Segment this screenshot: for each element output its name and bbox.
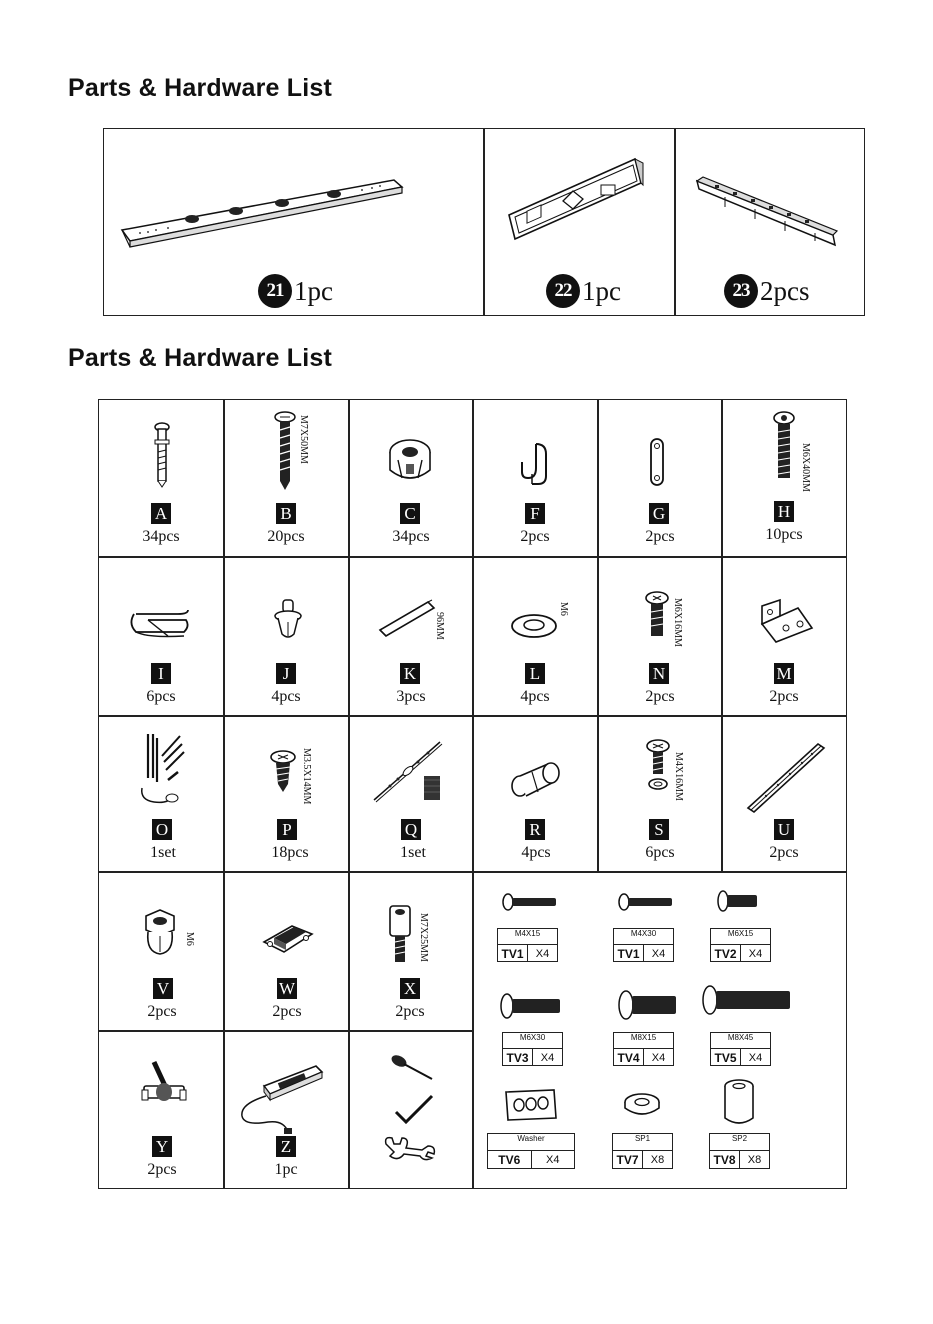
hardware-letter: W (278, 978, 296, 998)
hardware-qty: 1set (150, 844, 176, 861)
tv-label-code: TV6 (488, 1151, 532, 1169)
section-title-large-parts: Parts & Hardware List (68, 74, 333, 102)
tv-label-m6x30 (502, 1032, 563, 1066)
tv-label-count: X4 (651, 1051, 666, 1064)
tv-label-size: M6X30 (503, 1033, 562, 1049)
tv-bolt-m6x30-icon (500, 993, 562, 1019)
dowel-rod-icon (378, 598, 438, 640)
screwdriver-icon (390, 1052, 434, 1082)
tv-bolt-m6x15-icon (717, 890, 759, 912)
part-number-badge: 23 (724, 274, 758, 308)
hardware-letter: S (649, 819, 669, 840)
cam-lock-icon (388, 438, 434, 486)
tv-spacer-sp2-icon (722, 1078, 756, 1126)
magnet-catch-icon (262, 918, 314, 956)
part-22-plate-drawing (505, 155, 650, 245)
tv-label-code: TV8 (710, 1151, 740, 1169)
hardware-qty: 2pcs (272, 1003, 302, 1020)
hardware-qty: 4pcs (520, 688, 550, 705)
hardware-letter: C (400, 503, 420, 524)
allen-key-icon (394, 1094, 434, 1126)
insert-bolt-icon (386, 904, 416, 966)
tv-label-code: TV1 (498, 945, 528, 962)
wrench-icon (382, 1134, 438, 1162)
tv-label-sp2 (709, 1133, 770, 1169)
power-strip-icon (238, 1060, 326, 1136)
cap-nut-icon (140, 908, 180, 958)
tv-label-code: TV7 (613, 1151, 643, 1169)
hardware-qty: 2pcs (645, 688, 675, 705)
hardware-spec: M7X50MM (298, 415, 309, 464)
tv-label-m4x30 (613, 928, 674, 962)
tv-label-size: M4X15 (498, 929, 557, 945)
hardware-qty: 1set (400, 844, 426, 861)
hardware-letter: A (151, 503, 171, 524)
cam-bolt-icon (150, 422, 174, 488)
tv-label-code: TV3 (503, 1049, 533, 1066)
tv-label-code: TV1 (614, 945, 644, 962)
hardware-letter: U (774, 819, 794, 840)
hardware-qty: 20pcs (267, 528, 305, 545)
hardware-qty: 6pcs (146, 688, 176, 705)
tv-label-count: X4 (748, 947, 763, 960)
tv-label-size: M6X15 (711, 929, 770, 945)
wood-screw-icon (274, 412, 296, 492)
hardware-qty: 2pcs (769, 688, 799, 705)
hardware-spec: M3.5X14MM (301, 748, 312, 805)
clip-icon (128, 606, 192, 640)
hardware-qty: 6pcs (645, 844, 675, 861)
tv-label-m8x15 (613, 1032, 674, 1066)
hardware-letter: H (774, 501, 794, 522)
hardware-qty: 2pcs (147, 1161, 177, 1178)
hardware-qty: 3pcs (396, 688, 426, 705)
tv-label-m6x15 (710, 928, 771, 962)
part-qty: 1pc (582, 275, 621, 306)
tv-label-count: X4 (535, 947, 550, 960)
tv-bolt-m4x30-icon (618, 893, 674, 911)
hardware-letter: G (649, 503, 669, 524)
hardware-spec: M6 (184, 932, 195, 946)
part-23-bracket-drawing (695, 175, 840, 250)
hardware-letter: N (649, 663, 669, 684)
shelf-pin-icon (272, 598, 304, 642)
tv-label-size: M4X30 (614, 929, 673, 945)
tv-label-count: X4 (546, 1154, 560, 1167)
hardware-letter: V (153, 978, 173, 999)
tv-washer-plate-icon (504, 1088, 558, 1122)
hardware-spec: 96MM (434, 612, 445, 640)
tv-label-count: X4 (748, 1051, 763, 1064)
clamp-icon (140, 1060, 190, 1110)
sleeve-connector-icon (508, 758, 564, 800)
hardware-qty: 4pcs (521, 844, 551, 861)
screw-with-washer-icon (645, 740, 671, 792)
part-21-rail-drawing (118, 175, 408, 255)
tv-label-sp1 (612, 1133, 673, 1169)
angle-bracket-icon (758, 598, 816, 644)
tv-label-count: X8 (747, 1154, 762, 1167)
tv-spacer-sp1-icon (622, 1092, 662, 1118)
tv-label-size: Washer (488, 1134, 574, 1151)
hardware-qty: 2pcs (395, 1003, 425, 1020)
cable-set-icon (368, 738, 446, 806)
bolt-icon (773, 412, 795, 480)
short-bolt-icon (645, 592, 669, 638)
tv-bolt-m4x15-icon (502, 893, 558, 911)
hardware-letter: M (774, 663, 794, 684)
hardware-letter: K (400, 663, 420, 684)
tv-label-size: SP2 (710, 1134, 769, 1151)
hardware-letter: F (525, 503, 545, 524)
hardware-letter: X (400, 978, 420, 999)
hardware-letter: R (525, 819, 545, 840)
part-qty: 1pc (294, 275, 333, 306)
washer-icon (510, 612, 558, 640)
section-title-hardware: Parts & Hardware List (68, 344, 333, 372)
hardware-letter: J (276, 663, 296, 684)
hardware-qty: 1pc (274, 1161, 298, 1178)
tv-label-size: M8X15 (614, 1033, 673, 1049)
hardware-qty: 2pcs (520, 528, 550, 545)
tv-label-washer (487, 1133, 575, 1169)
screw-icon (270, 750, 296, 794)
tv-label-count: X4 (540, 1051, 555, 1064)
tv-label-count: X4 (651, 947, 666, 960)
tv-label-m4x15 (497, 928, 558, 962)
hardware-spec: M4X16MM (673, 752, 684, 801)
part-qty: 2pcs (760, 275, 810, 306)
hardware-letter: B (276, 503, 296, 524)
tv-label-count: X8 (650, 1154, 665, 1167)
hook-icon (520, 442, 550, 486)
hardware-spec: M6X16MM (672, 598, 683, 647)
hardware-spec: M6 (558, 602, 569, 616)
hardware-qty: 2pcs (645, 528, 675, 545)
tv-label-code: TV4 (614, 1049, 644, 1066)
hardware-letter: Z (276, 1136, 296, 1157)
hardware-qty: 2pcs (769, 844, 799, 861)
tv-label-code: TV5 (711, 1049, 741, 1066)
hardware-qty: 2pcs (147, 1003, 177, 1020)
hardware-letter: I (151, 663, 171, 684)
tv-bolt-m8x15-icon (618, 990, 678, 1020)
hardware-letter: O (152, 819, 172, 840)
part-number-badge: 21 (258, 274, 292, 308)
tv-label-code: TV2 (711, 945, 741, 962)
hardware-letter: Y (152, 1136, 172, 1157)
hardware-qty: 10pcs (765, 526, 803, 543)
hardware-letter: Q (401, 819, 421, 840)
tv-label-size: SP1 (613, 1134, 672, 1151)
tv-label-m8x45 (710, 1032, 771, 1066)
hardware-qty: 4pcs (271, 688, 301, 705)
hardware-spec: M6X40MM (800, 443, 811, 492)
hardware-qty: 18pcs (271, 844, 309, 861)
tv-bolt-m8x45-icon (702, 985, 792, 1015)
rail-strip-icon (746, 742, 826, 814)
connector-plate-icon (649, 437, 665, 487)
strap-set-icon (138, 732, 188, 810)
tv-label-size: M8X45 (711, 1033, 770, 1049)
hardware-qty: 34pcs (392, 528, 430, 545)
hardware-qty: 34pcs (142, 528, 180, 545)
hardware-letter: L (525, 663, 545, 684)
hardware-letter: P (277, 819, 297, 840)
part-number-badge: 22 (546, 274, 580, 308)
hardware-spec: M7X25MM (418, 913, 429, 962)
